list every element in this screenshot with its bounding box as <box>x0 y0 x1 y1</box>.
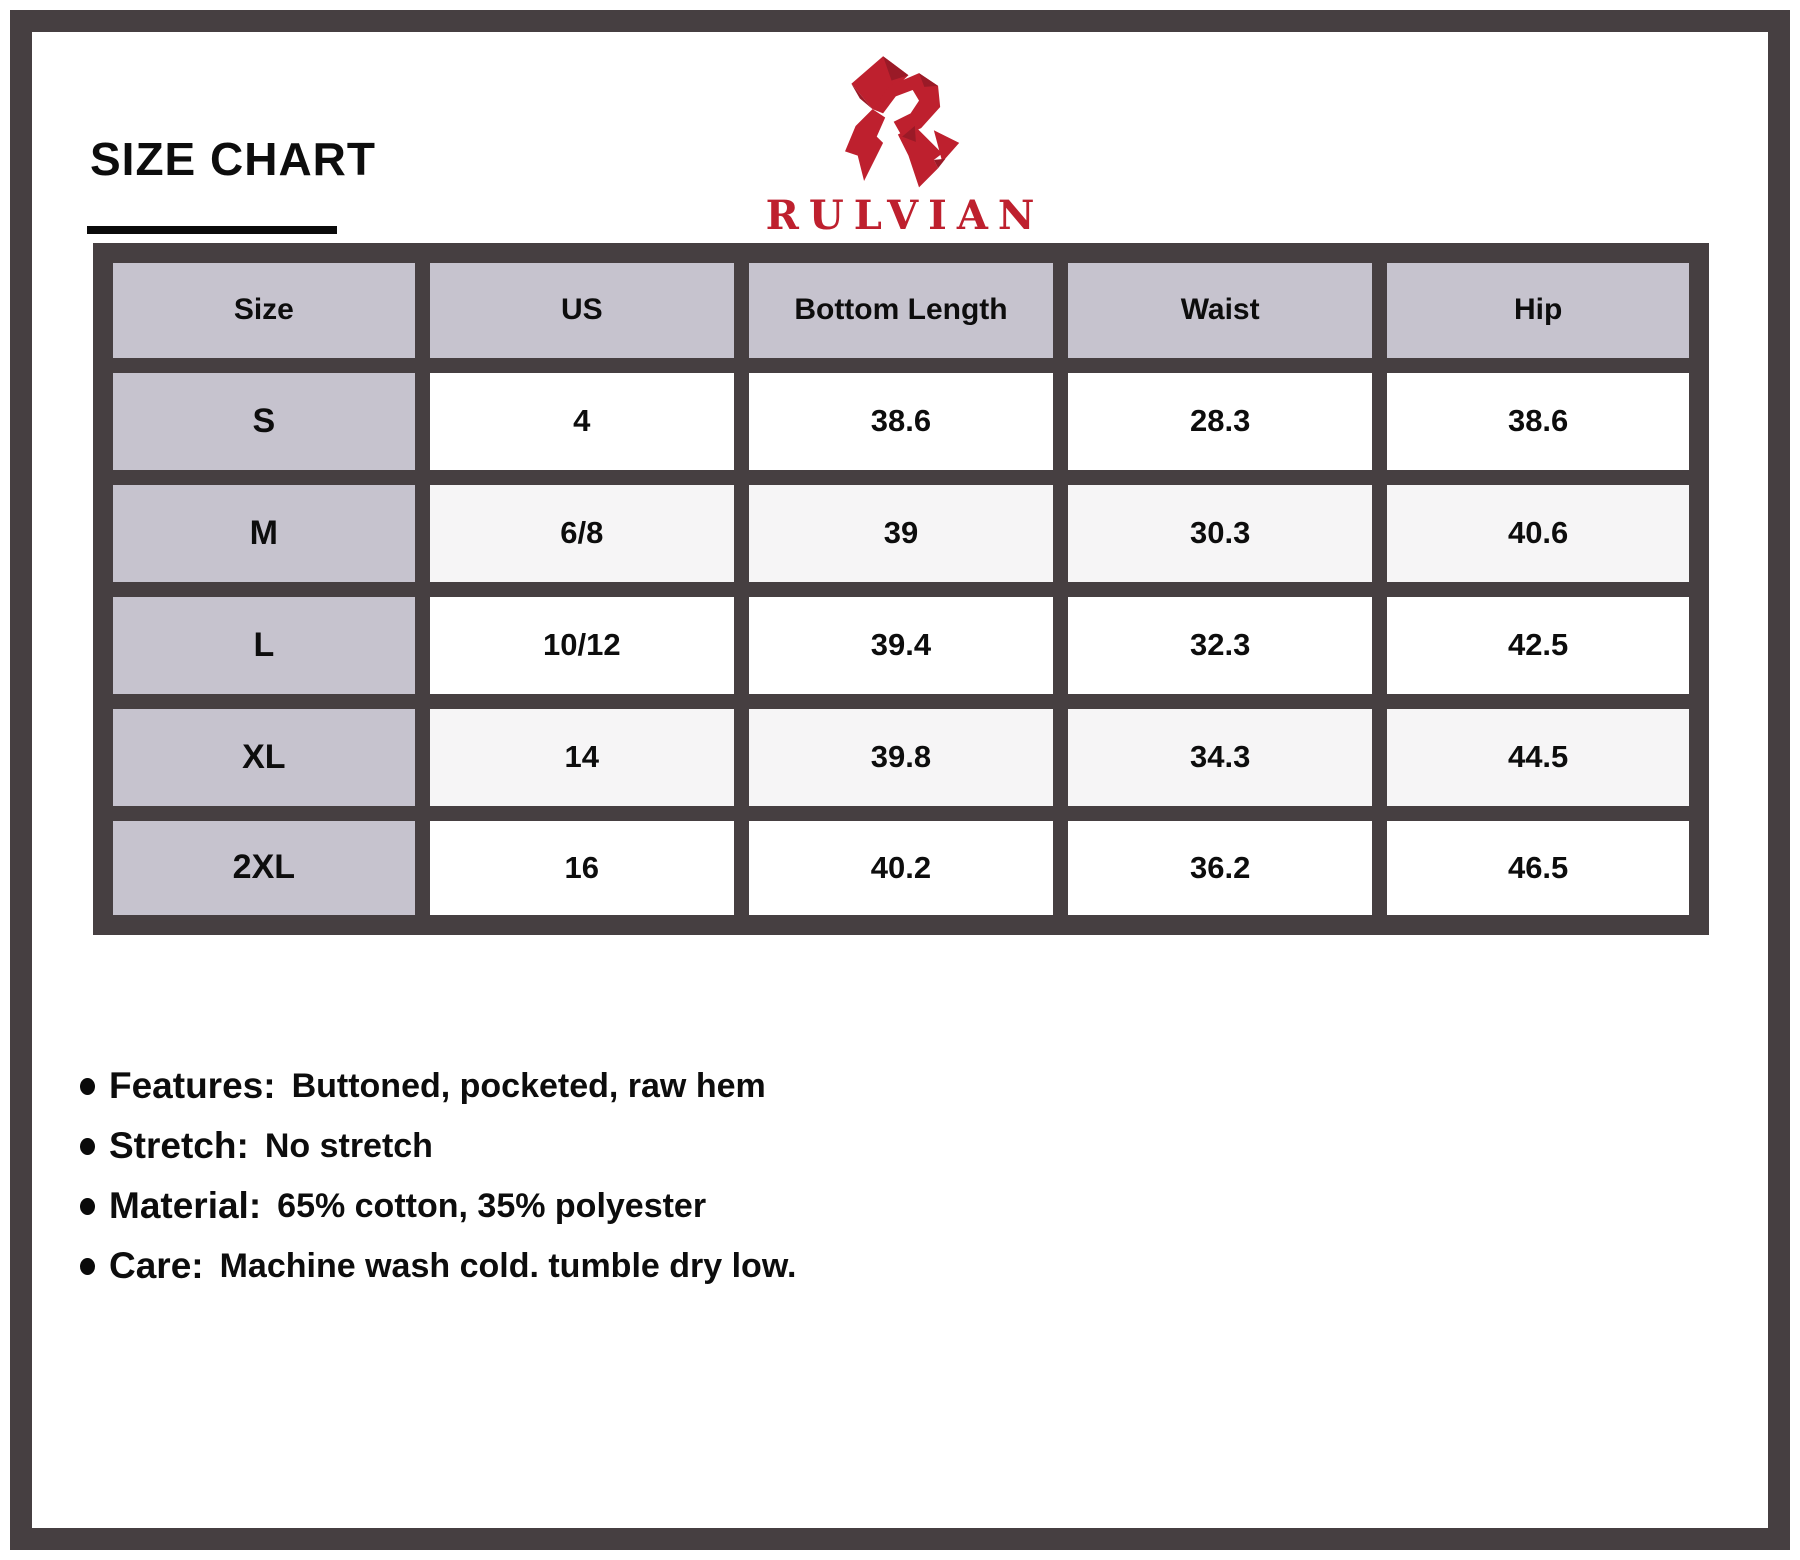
column-header: Waist <box>1061 253 1380 365</box>
detail-value: No stretch <box>264 1126 433 1165</box>
value-cell: 30.3 <box>1061 477 1380 589</box>
title-underline <box>87 226 337 234</box>
detail-label: Stretch: <box>109 1125 249 1166</box>
value-cell: 46.5 <box>1380 813 1699 925</box>
size-cell: M <box>103 477 422 589</box>
value-cell: 6/8 <box>422 477 741 589</box>
detail-item <box>80 1176 796 1236</box>
detail-item <box>80 1056 796 1116</box>
size-cell: L <box>103 589 422 701</box>
size-cell: XL <box>103 701 422 813</box>
value-cell: 38.6 <box>1380 365 1699 477</box>
detail-value: Machine wash cold. tumble dry low. <box>219 1246 797 1285</box>
detail-label: Features: <box>109 1065 276 1106</box>
bullet-icon <box>80 1078 95 1095</box>
size-cell: 2XL <box>103 813 422 925</box>
brand-name: RULVIAN <box>765 192 1045 239</box>
value-cell: 39.4 <box>741 589 1060 701</box>
detail-item <box>80 1116 796 1176</box>
value-cell: 40.6 <box>1380 477 1699 589</box>
detail-label: Material: <box>109 1185 262 1226</box>
page-title: SIZE CHART <box>90 133 376 185</box>
header-row <box>103 253 1699 365</box>
value-cell: 4 <box>422 365 741 477</box>
bullet-icon <box>80 1138 95 1155</box>
value-cell: 42.5 <box>1380 589 1699 701</box>
detail-label: Care: <box>109 1245 204 1286</box>
value-cell: 34.3 <box>1061 701 1380 813</box>
detail-item <box>80 1236 796 1296</box>
value-cell: 32.3 <box>1061 589 1380 701</box>
table-row <box>103 589 1699 701</box>
value-cell: 16 <box>422 813 741 925</box>
table-row <box>103 477 1699 589</box>
bullet-icon <box>80 1198 95 1215</box>
detail-value: Buttoned, pocketed, raw hem <box>291 1066 766 1105</box>
value-cell: 39.8 <box>741 701 1060 813</box>
value-cell: 36.2 <box>1061 813 1380 925</box>
table-row <box>103 701 1699 813</box>
value-cell: 14 <box>422 701 741 813</box>
product-details-list <box>80 1056 796 1296</box>
bullet-icon <box>80 1258 95 1275</box>
column-header: Size <box>103 253 422 365</box>
value-cell: 10/12 <box>422 589 741 701</box>
size-table-header <box>103 253 1699 365</box>
size-cell: S <box>103 365 422 477</box>
value-cell: 28.3 <box>1061 365 1380 477</box>
table-row <box>103 365 1699 477</box>
brand-logo-icon <box>836 52 964 200</box>
value-cell: 38.6 <box>741 365 1060 477</box>
value-cell: 40.2 <box>741 813 1060 925</box>
size-chart-table <box>93 243 1709 935</box>
size-table-body <box>103 365 1699 925</box>
detail-value: 65% cotton, 35% polyester <box>277 1186 707 1225</box>
column-header: Bottom Length <box>741 253 1060 365</box>
value-cell: 44.5 <box>1380 701 1699 813</box>
table-row <box>103 813 1699 925</box>
column-header: Hip <box>1380 253 1699 365</box>
value-cell: 39 <box>741 477 1060 589</box>
column-header: US <box>422 253 741 365</box>
